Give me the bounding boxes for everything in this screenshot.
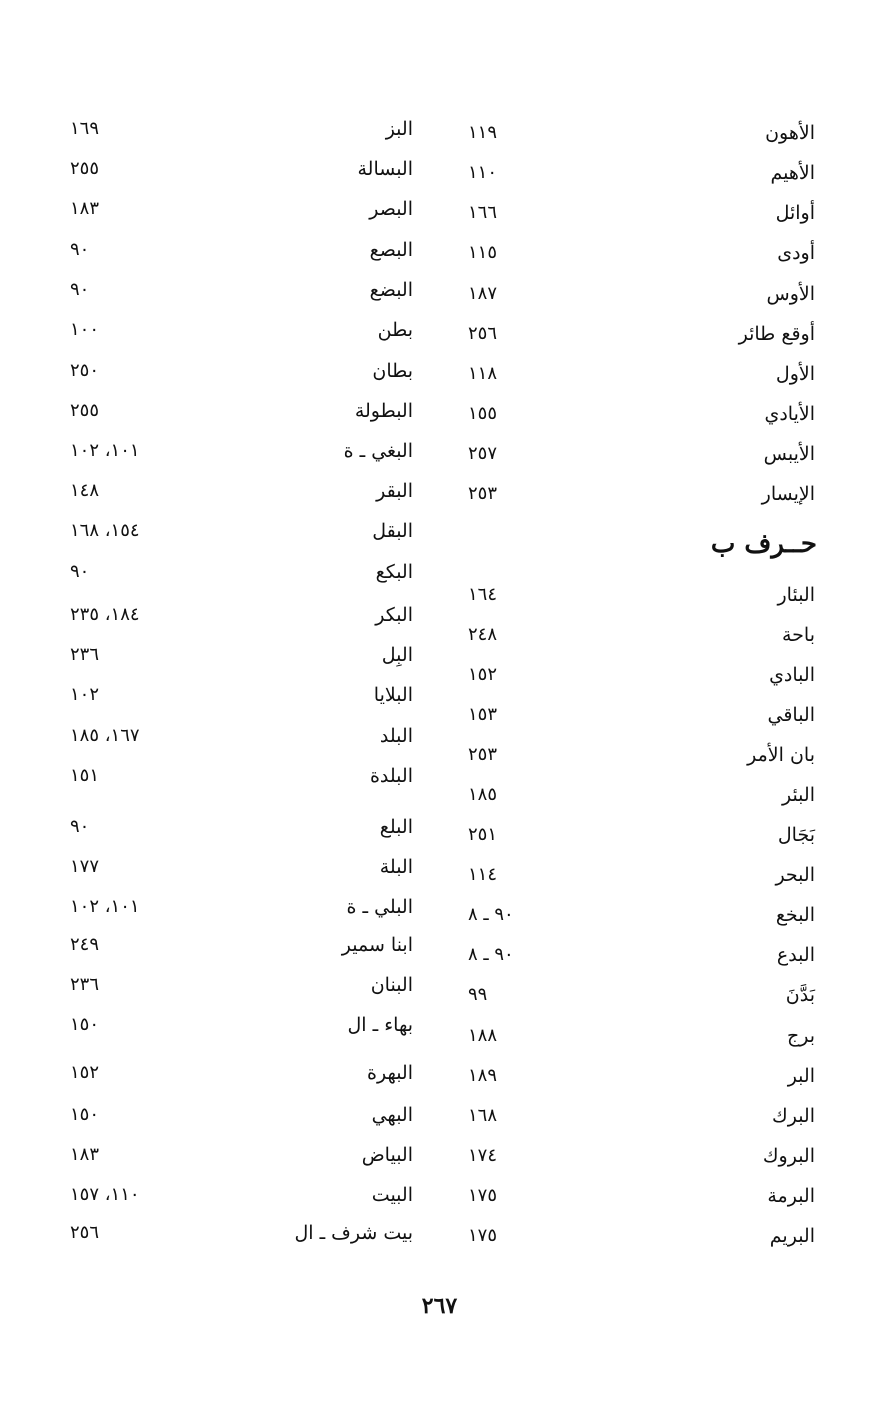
- index-page-refs: ١١٤: [468, 864, 498, 885]
- index-term: البئار: [777, 584, 815, 606]
- index-entry: [0, 1058, 879, 1088]
- index-page-refs: ١٥١: [70, 765, 100, 786]
- index-term: البر: [787, 1065, 815, 1087]
- index-term: البز: [385, 118, 413, 140]
- index-term: بيت شرف ـ ال: [294, 1222, 413, 1244]
- index-term: الأيادي: [764, 403, 815, 425]
- index-entry: [0, 476, 879, 506]
- index-page-refs: ٢٥٦: [468, 323, 498, 344]
- index-entry: [0, 761, 879, 791]
- index-page-refs: ١٦٩: [70, 118, 100, 139]
- index-page-refs: ٩٠: [70, 816, 90, 837]
- index-page-refs: ١٥٠: [70, 1104, 100, 1125]
- index-entry: [0, 1010, 879, 1040]
- index-page-refs: ٩٠: [70, 239, 90, 260]
- index-entry: [0, 1100, 879, 1130]
- index-term: البروك: [762, 1145, 815, 1167]
- index-page-refs: ٩٩: [468, 984, 488, 1005]
- index-term: البلع: [379, 816, 413, 838]
- index-page-refs: ١٨٤، ٢٣٥: [70, 604, 140, 625]
- index-page-refs: ٢٥٦: [70, 1222, 100, 1243]
- index-term: الأوس: [766, 283, 815, 305]
- index-page-refs: ١١٠: [468, 162, 498, 183]
- index-term: البئر: [781, 784, 815, 806]
- index-page-refs: ٩٠ ـ ٨: [468, 904, 514, 925]
- index-entry: [0, 396, 879, 426]
- index-page-refs: ١٧٥: [468, 1185, 498, 1206]
- index-term: البهي: [371, 1104, 413, 1126]
- index-term: أوائل: [775, 202, 815, 224]
- index-page-refs: ٢٥٠: [70, 360, 100, 381]
- index-page-refs: ٩٠: [70, 279, 90, 300]
- index-term: البدع: [776, 944, 815, 966]
- index-page-refs: ٩٠: [70, 561, 90, 582]
- index-term: البلي ـ ة: [346, 896, 413, 918]
- index-term: بطان: [372, 360, 413, 382]
- index-term: البلايا: [373, 684, 413, 706]
- index-term: أودى: [777, 242, 815, 264]
- index-term: البِل: [381, 644, 413, 666]
- index-term: الأول: [775, 363, 815, 385]
- index-term: بان الأمر: [747, 744, 815, 766]
- index-term: البلة: [379, 856, 413, 878]
- index-page-refs: ١٨٥: [468, 784, 498, 805]
- index-term: البضع: [369, 279, 413, 301]
- index-entry: [0, 970, 879, 1000]
- index-entry: [0, 154, 879, 184]
- index-page-refs: ١٦٧، ١٨٥: [70, 725, 140, 746]
- index-term: البنان: [370, 974, 413, 996]
- index-term: البادي: [769, 664, 815, 686]
- index-page-refs: ٩٠ ـ ٨: [468, 944, 514, 965]
- index-term: البكر: [375, 604, 413, 626]
- index-page-refs: ١٠٢: [70, 684, 100, 705]
- index-page-refs: ١١٩: [468, 122, 498, 143]
- index-entry: [0, 235, 879, 265]
- index-entry: [0, 194, 879, 224]
- index-entry: [0, 356, 879, 386]
- index-term: ابنا سمير: [341, 934, 413, 956]
- index-page-refs: ١٨٨: [468, 1025, 498, 1046]
- index-page-refs: ١٠١، ١٠٢: [70, 896, 140, 917]
- index-term: البكع: [375, 561, 413, 583]
- index-page-refs: ١٨٣: [70, 1144, 100, 1165]
- index-page-refs: ٢٥١: [468, 824, 498, 845]
- index-page-refs: ١٦٦: [468, 202, 498, 223]
- index-page-refs: ١٨٩: [468, 1065, 498, 1086]
- index-term: بَدَّنَ: [785, 984, 815, 1006]
- index-page-refs: ١١٥: [468, 242, 498, 263]
- index-page-refs: ١٥٢: [70, 1062, 100, 1083]
- index-term: البرمة: [767, 1185, 815, 1207]
- index-term: الإيسار: [761, 483, 815, 505]
- index-term: بهاء ـ ال: [347, 1014, 413, 1036]
- index-entry: [0, 892, 879, 922]
- index-entry: [0, 680, 879, 710]
- index-page-refs: ٢٥٣: [468, 483, 498, 504]
- index-page-refs: ١٤٨: [70, 480, 100, 501]
- page-number: ٢٦٧: [421, 1293, 458, 1319]
- index-entry: [0, 930, 879, 960]
- index-term: البريم: [769, 1225, 815, 1247]
- index-page-refs: ١٧٧: [70, 856, 100, 877]
- index-page-refs: ٢٥٧: [468, 443, 498, 464]
- index-term: الباقي: [767, 704, 815, 726]
- index-page-refs: ١٨٣: [70, 198, 100, 219]
- index-page-refs: ١٠٠: [70, 319, 100, 340]
- index-term: البصع: [369, 239, 413, 261]
- index-page-refs: ٢٤٨: [468, 624, 498, 645]
- index-term: الأهيم: [770, 162, 815, 184]
- index-page-refs: ١٠١، ١٠٢: [70, 440, 140, 461]
- index-term: البقل: [372, 520, 413, 542]
- section-heading-ba: حــرف ب: [710, 529, 817, 559]
- index-entry: [0, 1218, 879, 1248]
- index-term: الأيبس: [763, 443, 815, 465]
- index-page-refs: ١٥٤، ١٦٨: [70, 520, 140, 541]
- index-page-refs: ١٦٨: [468, 1105, 498, 1126]
- index-entry: [0, 1180, 879, 1210]
- index-entry: [0, 315, 879, 345]
- index-page-refs: ١٥٣: [468, 704, 498, 725]
- index-term: البيت: [371, 1184, 413, 1206]
- index-page-refs: ٢٥٥: [70, 400, 100, 421]
- index-page-refs: ١٦٤: [468, 584, 498, 605]
- index-page-refs: ١٥٥: [468, 403, 498, 424]
- index-term: بَجَال: [777, 824, 815, 846]
- index-page-refs: ٢٣٦: [70, 974, 100, 995]
- index-term: البرك: [772, 1105, 815, 1127]
- index-term: البسالة: [357, 158, 413, 180]
- index-term: البياض: [361, 1144, 413, 1166]
- index-term: برج: [786, 1025, 815, 1047]
- index-term: الأهون: [765, 122, 815, 144]
- index-page-refs: ١٥٢: [468, 664, 498, 685]
- index-entry: [0, 436, 879, 466]
- index-term: باحة: [781, 624, 815, 646]
- index-page-refs: ١١٨: [468, 363, 498, 384]
- index-page-refs: ١٧٥: [468, 1225, 498, 1246]
- index-term: البصر: [369, 198, 413, 220]
- index-entry: [0, 114, 879, 144]
- index-term: البلدة: [369, 765, 413, 787]
- index-page-refs: ٢٤٩: [70, 934, 100, 955]
- index-page-refs: ١٥٠: [70, 1014, 100, 1035]
- index-page-refs: ٢٥٣: [468, 744, 498, 765]
- index-page-refs: ٢٣٦: [70, 644, 100, 665]
- index-page-refs: ١٨٧: [468, 283, 498, 304]
- index-entry: [0, 275, 879, 305]
- index-term: البلد: [379, 725, 413, 747]
- index-page-refs: ١١٠، ١٥٧: [70, 1184, 140, 1205]
- index-term: بطن: [377, 319, 413, 341]
- index-entry: [0, 600, 879, 630]
- index-page-refs: ١٧٤: [468, 1145, 498, 1166]
- index-page-refs: ٢٥٥: [70, 158, 100, 179]
- index-entry: [0, 640, 879, 670]
- index-entry: [0, 721, 879, 751]
- index-term: البغي ـ ة: [343, 440, 413, 462]
- index-term: أوقع طائر: [738, 323, 815, 345]
- index-term: البطولة: [354, 400, 413, 422]
- index-term: البقر: [376, 480, 413, 502]
- index-entry: [0, 852, 879, 882]
- index-term: البخع: [775, 904, 815, 926]
- index-entry: [0, 1140, 879, 1170]
- index-term: البهرة: [367, 1062, 413, 1084]
- index-term: البحر: [775, 864, 815, 886]
- index-entry: [0, 812, 879, 842]
